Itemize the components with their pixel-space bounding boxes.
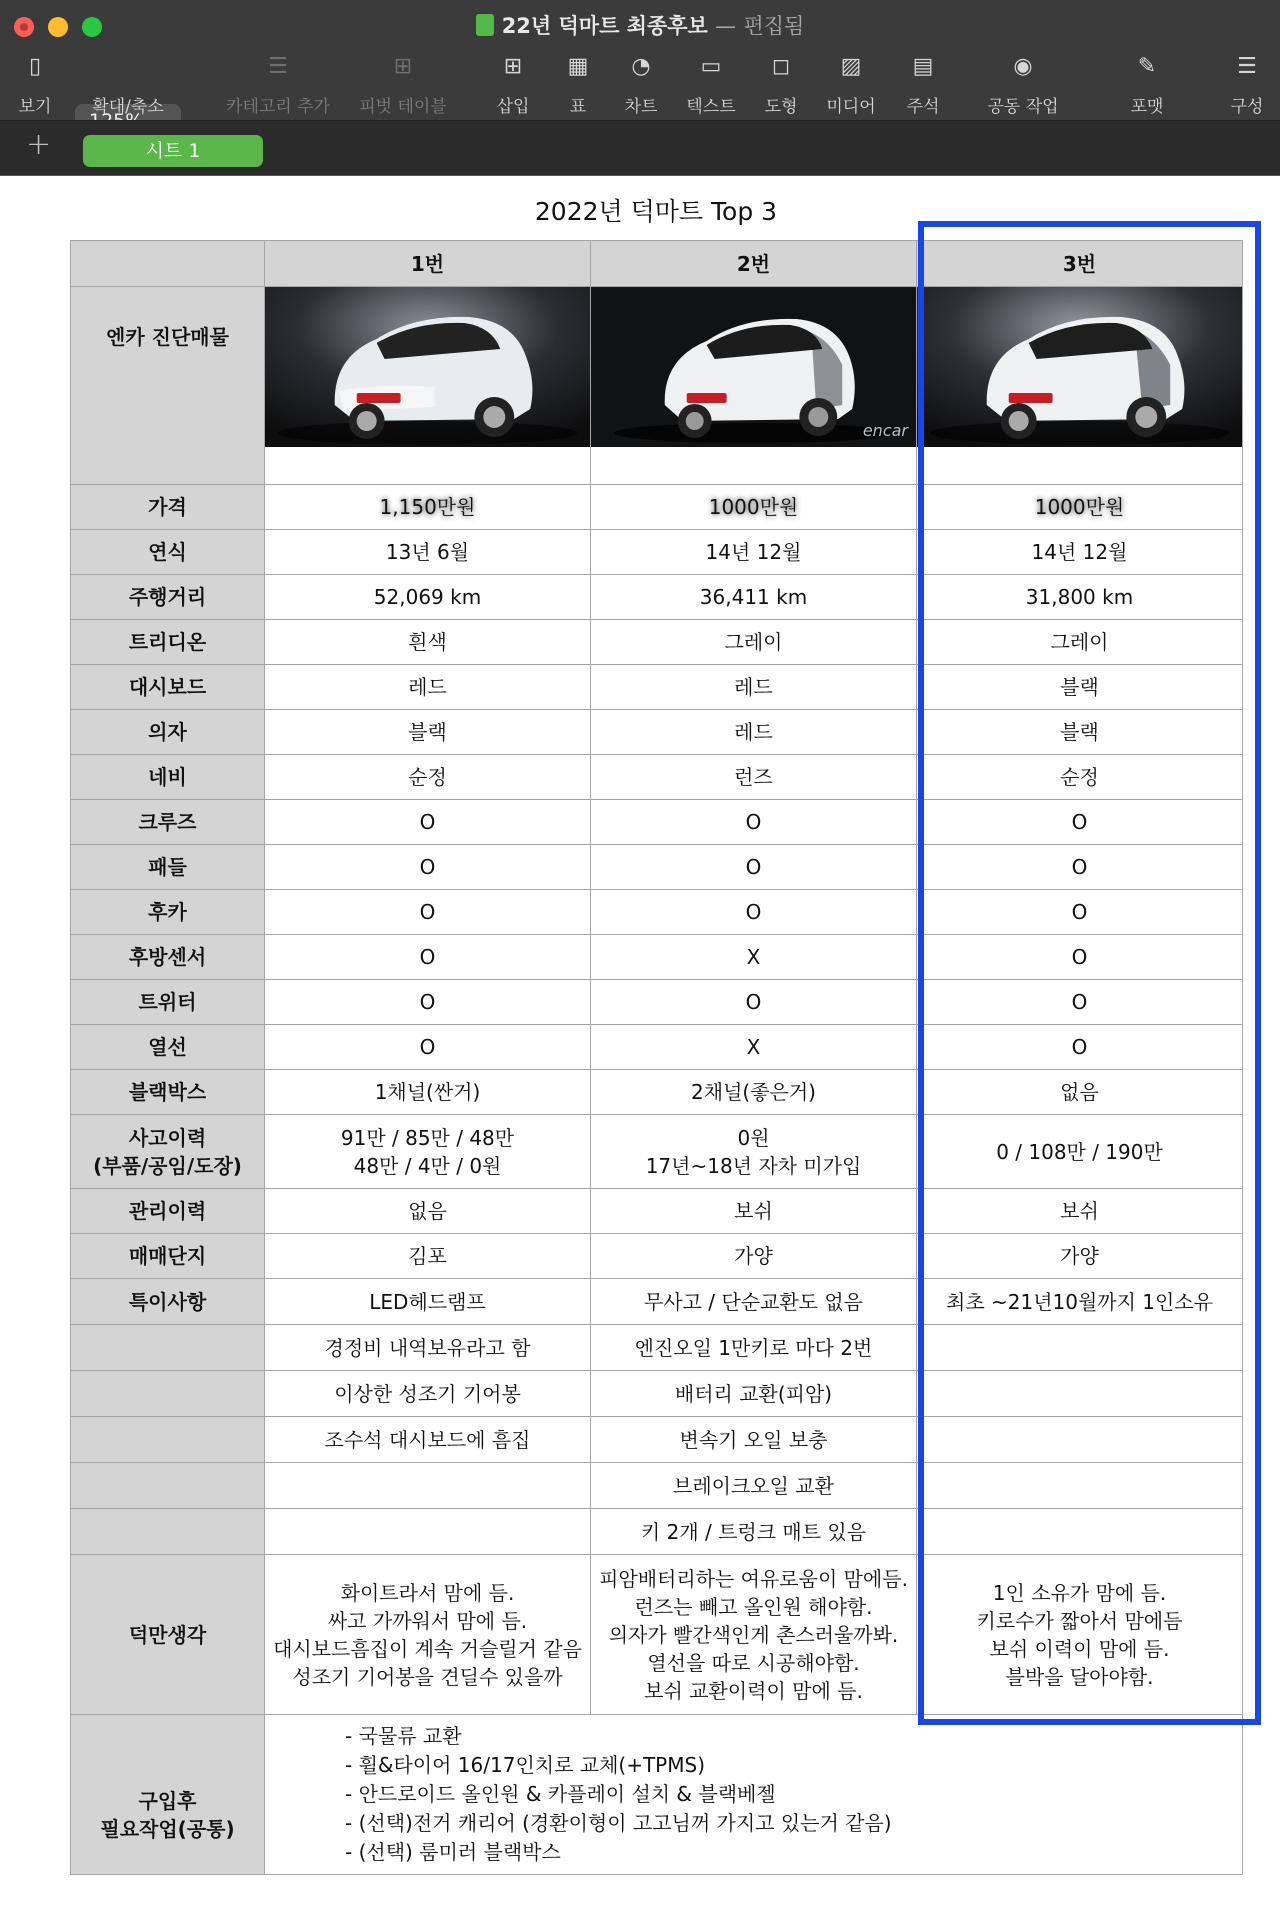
- table-row: [71, 1189, 1243, 1234]
- table-cell[interactable]: O: [917, 800, 1243, 845]
- row-header[interactable]: 연식: [71, 530, 265, 575]
- car-photo-2: [591, 287, 916, 447]
- accident-cell-3[interactable]: 0 / 108만 / 190만: [917, 1115, 1243, 1189]
- header-cell-1[interactable]: 1번: [265, 241, 591, 287]
- accident-label-line1: 사고이력: [128, 1125, 207, 1150]
- sheet-tab-1[interactable]: 시트 1: [83, 135, 263, 167]
- table-icon: ▦: [567, 54, 589, 79]
- collaborate-icon: ◉: [1013, 54, 1033, 79]
- table-cell[interactable]: O: [265, 890, 591, 935]
- table-cell[interactable]: [591, 1115, 917, 1189]
- pivot-table-icon: ⊞: [393, 54, 413, 79]
- after-purchase-item: - (선택) 룸미러 블랙박스: [345, 1840, 561, 1864]
- toolbar-organize-button[interactable]: [1222, 50, 1272, 120]
- opinion-3-line: 보쉬 이력이 맘에 듬.: [989, 1636, 1170, 1661]
- table-cell[interactable]: O: [265, 1025, 591, 1070]
- table-cell[interactable]: 가양: [917, 1234, 1243, 1279]
- table-cell[interactable]: O: [917, 1025, 1243, 1070]
- format-brush-icon: ✎: [1137, 54, 1157, 79]
- media-icon: ▨: [840, 54, 862, 79]
- car-photo-image-3: [917, 287, 1242, 447]
- row-header[interactable]: 트위터: [71, 980, 265, 1025]
- table-row: [71, 980, 1243, 1025]
- table-cell[interactable]: 블랙: [917, 665, 1243, 710]
- row-header[interactable]: 대시보드: [71, 665, 265, 710]
- accident-cell-1-line1: 91만 / 85만 / 48만: [340, 1125, 515, 1150]
- table-cell[interactable]: 없음: [917, 1070, 1243, 1115]
- toolbar-comment-button[interactable]: [898, 50, 948, 120]
- table-cell[interactable]: 2채널(좋은거): [591, 1070, 917, 1115]
- toolbar-text-button[interactable]: [680, 50, 742, 120]
- row-header[interactable]: [71, 1325, 265, 1371]
- table-cell[interactable]: 레드: [265, 665, 591, 710]
- after-purchase-item: - (선택)전거 캐리어 (경환이형이 고고님꺼 가지고 있는거 같음): [345, 1811, 892, 1835]
- accident-cell-1-line2: 48만 / 4만 / 0원: [353, 1153, 502, 1178]
- table-cell[interactable]: [265, 1463, 591, 1509]
- car-photo-1: [265, 287, 590, 447]
- table-cell[interactable]: 31,800 km: [917, 575, 1243, 620]
- table-row: [71, 710, 1243, 755]
- table-cell[interactable]: 1채널(싼거): [265, 1070, 591, 1115]
- toolbar-format-button[interactable]: [1122, 50, 1172, 120]
- toolbar-view-label: 보기: [18, 97, 52, 117]
- table-cell[interactable]: O: [591, 800, 917, 845]
- toolbar-pivot-table-button[interactable]: [350, 50, 456, 120]
- toolbar-comment-label: 주석: [906, 97, 940, 117]
- table-cell[interactable]: LED헤드램프: [265, 1279, 591, 1325]
- table-cell[interactable]: 런즈: [591, 755, 917, 800]
- header-row: [71, 241, 1243, 287]
- table-row: [71, 530, 1243, 575]
- row-header[interactable]: 열선: [71, 1025, 265, 1070]
- toolbar-add-category-button[interactable]: [218, 50, 338, 120]
- opinion-2-line: 피암배터리하는 여유로움이 맘에듬.: [599, 1566, 908, 1591]
- row-header-price[interactable]: 가격: [71, 485, 265, 530]
- table-cell[interactable]: 14년 12월: [591, 530, 917, 575]
- sidebar-icon: ▯: [28, 54, 42, 79]
- table-cell[interactable]: 흰색: [265, 620, 591, 665]
- table-cell[interactable]: X: [591, 1025, 917, 1070]
- table-cell[interactable]: 그레이: [917, 620, 1243, 665]
- row-header[interactable]: 패들: [71, 845, 265, 890]
- row-header[interactable]: 블랙박스: [71, 1070, 265, 1115]
- table-cell[interactable]: 순정: [917, 755, 1243, 800]
- after-purchase-cell[interactable]: [265, 1715, 1243, 1875]
- row-header[interactable]: 특이사항: [71, 1279, 265, 1325]
- toolbar-table-button[interactable]: [556, 50, 600, 120]
- opinion-2-line: 열선을 따로 시공해야함.: [647, 1650, 860, 1675]
- table-title[interactable]: 2022년 덕마트 Top 3: [534, 197, 778, 226]
- table-cell[interactable]: [917, 1371, 1243, 1417]
- table-row: [71, 1025, 1243, 1070]
- toolbar-zoom-button[interactable]: [78, 50, 178, 120]
- shape-icon: ◻: [771, 54, 791, 79]
- table-cell[interactable]: 블랙: [917, 710, 1243, 755]
- accident-cell-2-line2: 17년~18년 자차 미가입: [645, 1153, 862, 1178]
- table-cell[interactable]: O: [917, 980, 1243, 1025]
- row-header[interactable]: [71, 1509, 265, 1555]
- opinion-1-line: 화이트라서 맘에 듬.: [340, 1580, 515, 1605]
- opinion-3-line: 블박을 달아야함.: [1005, 1664, 1154, 1689]
- table-cell[interactable]: 키 2개 / 트렁크 매트 있음: [591, 1509, 917, 1555]
- table-cell[interactable]: 배터리 교환(피암): [591, 1371, 917, 1417]
- table-cell[interactable]: 가양: [591, 1234, 917, 1279]
- table-cell[interactable]: O: [917, 890, 1243, 935]
- table-row-opinion: [71, 1555, 1243, 1715]
- toolbar-pivot-table-label: 피벗 테이블: [359, 97, 447, 117]
- table-cell[interactable]: 블랙: [265, 710, 591, 755]
- toolbar-chart-label: 차트: [624, 97, 658, 117]
- toolbar-add-category-label: 카테고리 추가: [226, 97, 330, 117]
- toolbar-zoom-label: 확대/축소: [92, 97, 164, 117]
- table-cell[interactable]: O: [917, 845, 1243, 890]
- document-separator: —: [715, 14, 737, 38]
- numbers-document-icon: [476, 14, 494, 36]
- toolbar-chart-button[interactable]: [616, 50, 666, 120]
- toolbar-text-label: 텍스트: [686, 97, 736, 117]
- document-title: [0, 10, 1280, 40]
- header-cell-2[interactable]: 2번: [591, 241, 917, 287]
- table-row: [71, 1509, 1243, 1555]
- row-header[interactable]: 크루즈: [71, 800, 265, 845]
- toolbar-table-label: 표: [569, 97, 587, 117]
- table-cell[interactable]: 브레이크오일 교환: [591, 1463, 917, 1509]
- table-cell[interactable]: 그레이: [591, 620, 917, 665]
- table-cell[interactable]: 52,069 km: [265, 575, 591, 620]
- table-cell[interactable]: O: [591, 845, 917, 890]
- price-cell-1[interactable]: 1,150만원: [265, 485, 591, 530]
- table-row: [71, 1070, 1243, 1115]
- row-header[interactable]: 트리디온: [71, 620, 265, 665]
- photo-row: [71, 287, 1243, 485]
- row-header[interactable]: 의자: [71, 710, 265, 755]
- opinion-2-line: 런즈는 빼고 올인원 해야함.: [634, 1594, 873, 1619]
- opinion-3-line: 키로수가 짧아서 맘에듬: [976, 1608, 1183, 1633]
- row-header[interactable]: 후방센서: [71, 935, 265, 980]
- table-cell[interactable]: 최초 ~21년10월까지 1인소유: [917, 1279, 1243, 1325]
- toolbar-insert-label: 삽입: [496, 97, 530, 117]
- toolbar-collaborate-label: 공동 작업: [987, 97, 1059, 117]
- opinion-1-line: 싸고 가까워서 맘에 듬.: [327, 1608, 528, 1633]
- insert-icon: ⊞: [503, 54, 523, 79]
- opinion-3-line: 1인 소유가 맘에 듬.: [992, 1580, 1167, 1605]
- table-row: [71, 620, 1243, 665]
- table-cell[interactable]: O: [265, 935, 591, 980]
- toolbar-media-label: 미디어: [826, 97, 876, 117]
- photo-cell-2[interactable]: [591, 287, 917, 485]
- price-cell-3[interactable]: 1000만원: [917, 485, 1243, 530]
- header-cell-corner[interactable]: [71, 241, 265, 287]
- row-header[interactable]: 후카: [71, 890, 265, 935]
- table-row: [71, 1325, 1243, 1371]
- toolbar-shape-label: 도형: [764, 97, 798, 117]
- table-cell[interactable]: 보쉬: [591, 1189, 917, 1234]
- opinion-cell-2[interactable]: [591, 1555, 917, 1715]
- row-header-photo[interactable]: 엔카 진단매물: [71, 287, 265, 485]
- table-cell[interactable]: [265, 1509, 591, 1555]
- table-cell[interactable]: 순정: [265, 755, 591, 800]
- zoom-icon: [78, 50, 178, 84]
- photo-watermark-2: encar: [862, 421, 908, 440]
- opinion-cell-1[interactable]: [265, 1555, 591, 1715]
- car-photo-3: [917, 287, 1242, 447]
- comment-icon: ▤: [912, 54, 934, 79]
- table-cell[interactable]: 14년 12월: [917, 530, 1243, 575]
- table-row: [71, 935, 1243, 980]
- table-cell[interactable]: 보쉬: [917, 1189, 1243, 1234]
- table-cell[interactable]: O: [917, 935, 1243, 980]
- opinion-2-line: 보쉬 교환이력이 맘에 듬.: [644, 1678, 863, 1703]
- after-purchase-label-line1: 구입후: [138, 1788, 197, 1813]
- table-cell[interactable]: 36,411 km: [591, 575, 917, 620]
- table-cell[interactable]: [265, 1115, 591, 1189]
- table-row: [71, 800, 1243, 845]
- toolbar-collaborate-button[interactable]: [978, 50, 1068, 120]
- after-purchase-item: - 휠&타이어 16/17인치로 교체(+TPMS): [345, 1753, 705, 1777]
- table-cell[interactable]: O: [591, 980, 917, 1025]
- after-purchase-label-line2: 필요작업(공통): [100, 1816, 235, 1841]
- table-cell[interactable]: 없음: [265, 1189, 591, 1234]
- toolbar-shape-button[interactable]: [756, 50, 806, 120]
- row-header[interactable]: [71, 1417, 265, 1463]
- table-cell[interactable]: 엔진오일 1만키로 마다 2번: [591, 1325, 917, 1371]
- toolbar: [0, 50, 1280, 120]
- table-cell[interactable]: [917, 1325, 1243, 1371]
- table-cell[interactable]: 무사고 / 단순교환도 없음: [591, 1279, 917, 1325]
- after-purchase-item: - 국물류 교환: [345, 1724, 462, 1748]
- comparison-table[interactable]: [70, 240, 1243, 1875]
- table-row: [71, 845, 1243, 890]
- row-header[interactable]: 네비: [71, 755, 265, 800]
- row-header-accident[interactable]: [71, 1115, 265, 1189]
- row-header[interactable]: [71, 1463, 265, 1509]
- table-row: [71, 890, 1243, 935]
- table-cell[interactable]: O: [265, 845, 591, 890]
- table-cell[interactable]: 조수석 대시보드에 흠집: [265, 1417, 591, 1463]
- sheet-tab-bar: [0, 120, 1280, 176]
- table-row: [71, 665, 1243, 710]
- table-cell[interactable]: O: [591, 890, 917, 935]
- toolbar-view-button[interactable]: [10, 50, 60, 120]
- document-name: 22년 덕마트 최종후보: [501, 14, 708, 38]
- organize-icon: ☰: [1237, 54, 1257, 79]
- opinion-2-line: 의자가 빨간색인게 촌스러울까봐.: [608, 1622, 899, 1647]
- table-row: [71, 1371, 1243, 1417]
- after-purchase-item: - 안드로이드 올인원 & 카플레이 설치 & 블랙베젤: [345, 1782, 776, 1806]
- text-icon: ▭: [700, 54, 722, 79]
- photo-cell-1[interactable]: [265, 287, 591, 485]
- chart-icon: ◔: [631, 54, 651, 79]
- row-header-after-purchase[interactable]: [71, 1715, 265, 1875]
- row-header-opinion[interactable]: 덕만생각: [71, 1555, 265, 1715]
- price-cell-2[interactable]: 1000만원: [591, 485, 917, 530]
- title-bar: [0, 0, 1280, 50]
- table-cell[interactable]: 13년 6월: [265, 530, 591, 575]
- accident-cell-2-line1: 0원: [737, 1125, 770, 1150]
- table-cell[interactable]: 경정비 내역보유라고 함: [265, 1325, 591, 1371]
- table-row-accident: [71, 1115, 1243, 1189]
- table-cell[interactable]: 레드: [591, 665, 917, 710]
- row-header[interactable]: 관리이력: [71, 1189, 265, 1234]
- toolbar-format-label: 포맷: [1130, 97, 1164, 117]
- opinion-cell-3[interactable]: [917, 1555, 1243, 1715]
- table-cell[interactable]: 김포: [265, 1234, 591, 1279]
- toolbar-organize-label: 구성: [1230, 97, 1264, 117]
- table-row: [71, 485, 1243, 530]
- table-cell[interactable]: [917, 1417, 1243, 1463]
- header-cell-3[interactable]: 3번: [917, 241, 1243, 287]
- table-row: [71, 575, 1243, 620]
- opinion-1-line: 성조기 기어봉을 견딜수 있을까: [292, 1664, 563, 1689]
- table-row: [71, 1234, 1243, 1279]
- table-cell[interactable]: [917, 1463, 1243, 1509]
- opinion-1-line: 대시보드흠집이 계속 거슬릴거 같음: [273, 1636, 582, 1661]
- toolbar-media-button[interactable]: [820, 50, 882, 120]
- accident-label-line2: (부품/공임/도장): [93, 1153, 242, 1178]
- add-sheet-button[interactable]: +: [26, 127, 52, 162]
- toolbar-insert-button[interactable]: [488, 50, 538, 120]
- category-icon: ☰: [268, 54, 288, 79]
- table-row-after-purchase: [71, 1715, 1243, 1875]
- table-cell[interactable]: X: [591, 935, 917, 980]
- table-row: [71, 755, 1243, 800]
- photo-cell-3[interactable]: [917, 287, 1243, 485]
- table-cell[interactable]: O: [265, 800, 591, 845]
- car-photo-image-1: [265, 287, 590, 447]
- table-cell[interactable]: 레드: [591, 710, 917, 755]
- row-header[interactable]: [71, 1371, 265, 1417]
- table-cell[interactable]: 변속기 오일 보충: [591, 1417, 917, 1463]
- table-cell[interactable]: 이상한 성조기 기어봉: [265, 1371, 591, 1417]
- row-header[interactable]: 주행거리: [71, 575, 265, 620]
- table-cell[interactable]: [917, 1509, 1243, 1555]
- table-row: [71, 1417, 1243, 1463]
- document-status: 편집됨: [743, 14, 805, 38]
- table-row: [71, 1279, 1243, 1325]
- row-header[interactable]: 매매단지: [71, 1234, 265, 1279]
- table-row: [71, 1463, 1243, 1509]
- table-cell[interactable]: O: [265, 980, 591, 1025]
